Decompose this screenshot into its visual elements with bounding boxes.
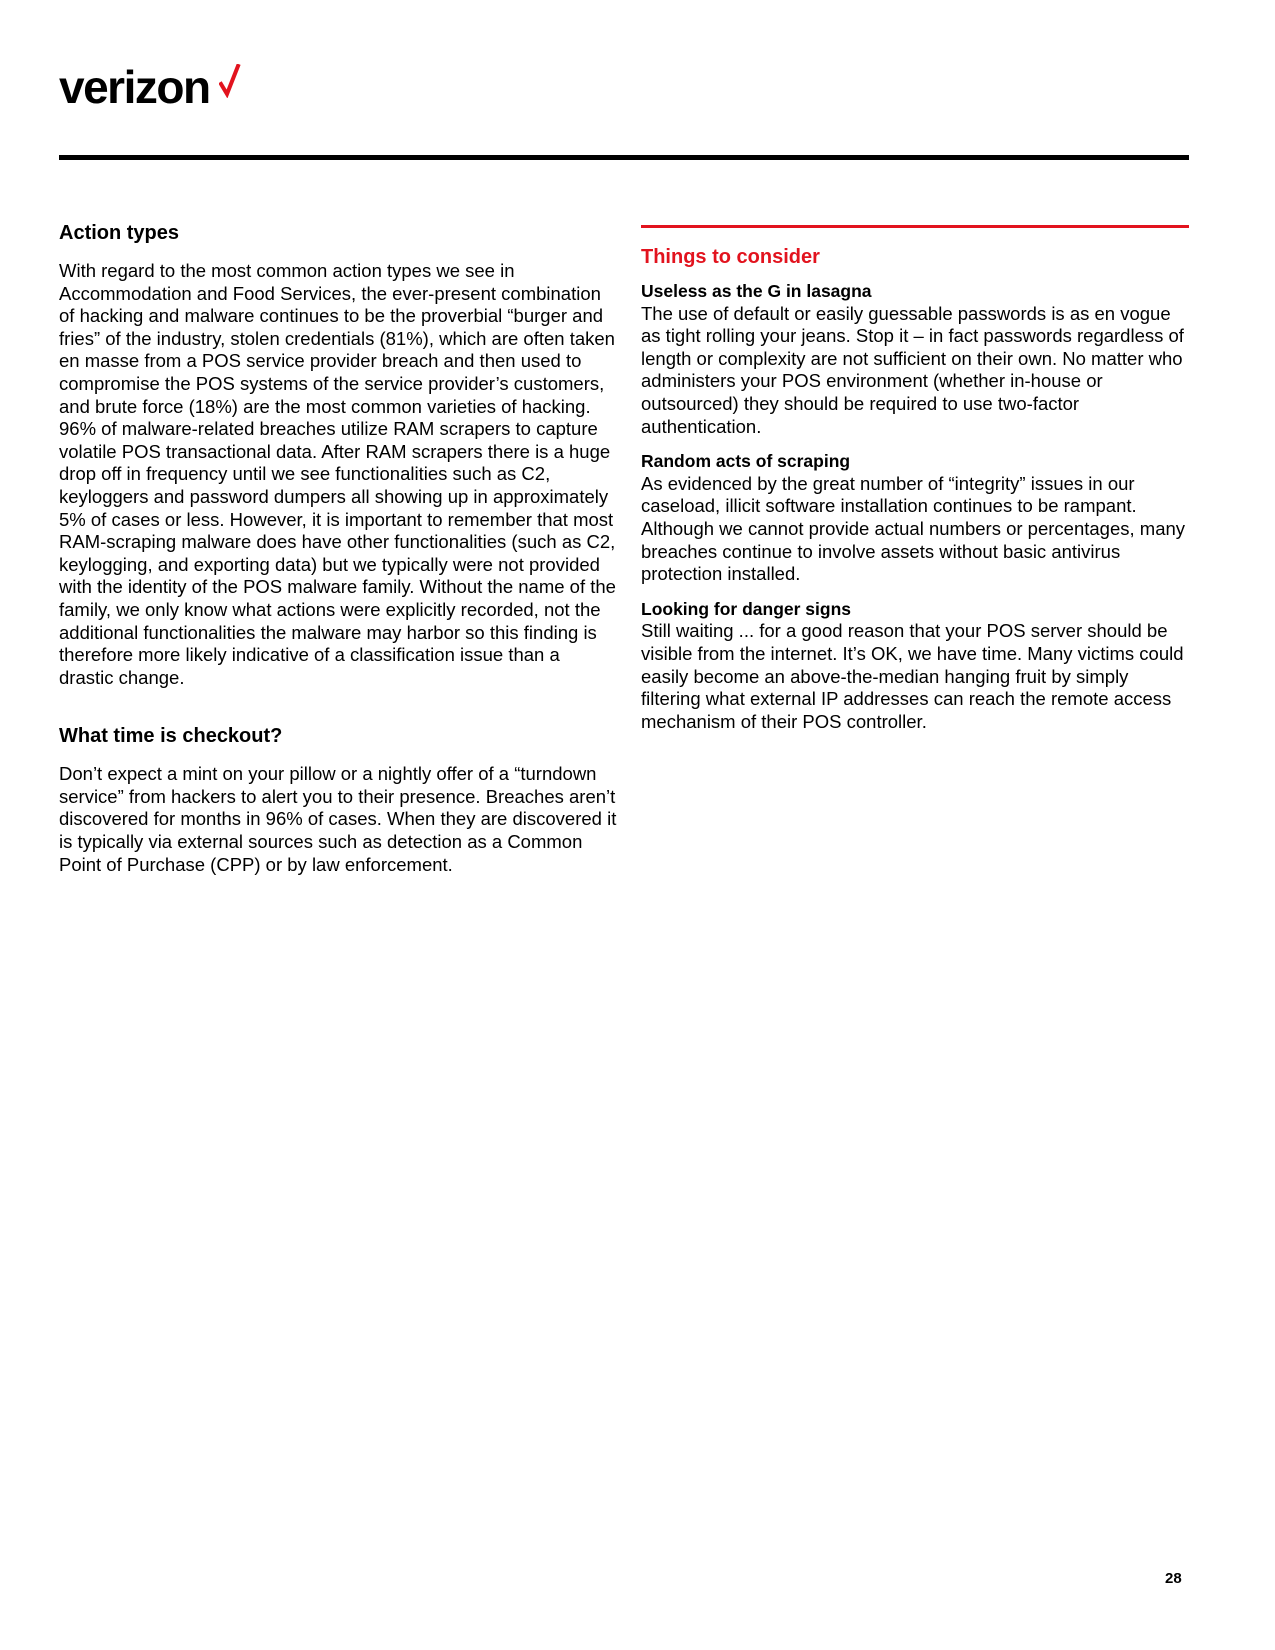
things-to-consider-title: Things to consider bbox=[641, 246, 820, 268]
consider-item-heading: Looking for danger signs bbox=[641, 598, 852, 619]
consider-item-body: The use of default or easily guessable passwords is as en vogue as tight rolling your jeans. Stop it – in fact passwords regardless of length or complexity are not sufficient on their own. No matter who administers your POS environment (whether in-house or outsourced) they should be required to use two-factor authentication. bbox=[641, 302, 1184, 437]
consider-item bbox=[641, 450, 1189, 586]
logo-wordmark: verizon bbox=[59, 61, 210, 113]
consider-item bbox=[641, 598, 1189, 734]
checkmark-icon bbox=[219, 64, 241, 98]
consider-item-body: As evidenced by the great number of “integrity” issues in our caseload, illicit software installation continues to be rampant. Although we cannot provide actual numbers or percentages, many breaches continue to involve assets without basic antivirus protection installed. bbox=[641, 472, 1186, 585]
consider-item-body: Still waiting ... for a good reason that your POS server should be visible from the internet. It’s OK, we have time. Many victims could easily become an above-the-median hanging fruit by simply filtering what external IP addresses can reach the remote access mechanism of their POS controller. bbox=[641, 620, 1184, 732]
consider-item-heading: Random acts of scraping bbox=[641, 451, 851, 472]
consider-item-heading: Useless as the G in lasagna bbox=[641, 281, 872, 301]
left-column bbox=[59, 218, 619, 876]
header-divider bbox=[59, 155, 1189, 160]
red-divider bbox=[641, 225, 1189, 228]
page-number: 28 bbox=[1165, 1570, 1182, 1587]
action-types-body: With regard to the most common action types we see in Accommodation and Food Services, the ever-present combination of hacking and malware continues to be the proverbial “burger and fries” of the industry, stolen credentials (81%), which are often taken en masse from a POS service provider breach and then used to compromise the POS systems of the service provider’s customers, and brute force (18%) are the most common varieties of hacking. 96% of malware-related breaches utilize RAM scrapers to capture volatile POS transactional data. After RAM scrapers there is a huge drop off in frequency until we see functionalities such as C2, keyloggers and password dumpers all showing up in approximately 5% of cases or less. However, it is important to remember that most RAM-scraping malware does have other functionalities (such as C2, keylogging, and exporting data) but we typically were not provided with the identity of the POS malware family. Without the name of the family, we only know what actions were explicitly recorded, not the additional functionalities the malware may harbor so this finding is therefore more likely indicative of a classification issue than a drastic change. bbox=[59, 260, 616, 688]
checkout-body: Don’t expect a mint on your pillow or a nightly offer of a “turndown service” from hackers to alert you to their presence. Breaches aren’t discovered for months in 96% of cases. When they are discovered it is typically via external sources such as detection as a Common Point of Purchase (CPP) or by law enforcement. bbox=[59, 763, 617, 875]
verizon-logo bbox=[59, 62, 210, 112]
things-to-consider-panel bbox=[641, 225, 1189, 745]
consider-item bbox=[641, 280, 1189, 438]
section-title-action-types: Action types bbox=[59, 222, 180, 244]
section-title-checkout: What time is checkout? bbox=[59, 725, 283, 748]
